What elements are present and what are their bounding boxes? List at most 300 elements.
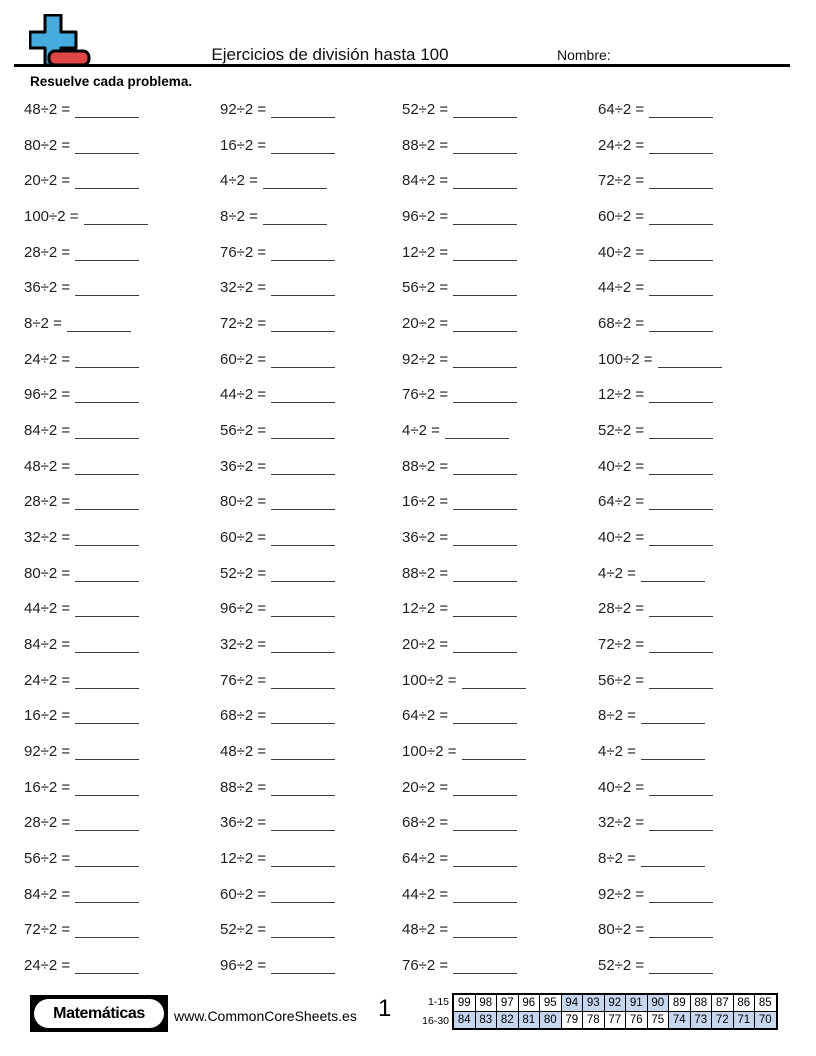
problem: [598, 734, 796, 770]
score-range-labels: [400, 993, 449, 1031]
answer-blank[interactable]: [641, 569, 705, 582]
problem-text: 40÷2 =: [598, 243, 645, 261]
problem-text: 36÷2 =: [402, 529, 449, 547]
problem: [220, 484, 402, 520]
problem: [24, 342, 220, 378]
problem: [598, 484, 796, 520]
problem: [598, 235, 796, 271]
answer-blank[interactable]: [75, 176, 139, 189]
score-cell: 72: [712, 1012, 734, 1030]
problem-text: 32÷2 =: [24, 529, 71, 547]
answer-blank[interactable]: [649, 462, 713, 475]
answer-blank[interactable]: [271, 925, 335, 938]
answer-blank[interactable]: [271, 319, 335, 332]
problem-text: 60÷2 =: [220, 350, 267, 368]
problem-text: 4÷2 =: [402, 422, 440, 440]
problem: [220, 377, 402, 413]
problem: [24, 734, 220, 770]
worksheet-title: Ejercicios de división hasta 100: [211, 45, 449, 64]
problem: [24, 270, 220, 306]
problem-text: 56÷2 =: [220, 422, 267, 440]
problem-text: 8÷2 =: [598, 850, 636, 868]
problem-text: 24÷2 =: [24, 957, 71, 975]
answer-blank[interactable]: [75, 533, 139, 546]
problem: [220, 912, 402, 948]
problem-text: 52÷2 =: [598, 422, 645, 440]
page-number: 1: [378, 995, 392, 1022]
answer-blank[interactable]: [649, 283, 713, 296]
problem-text: 88÷2 =: [402, 457, 449, 475]
answer-blank[interactable]: [453, 248, 517, 261]
answer-blank[interactable]: [649, 390, 713, 403]
answer-blank[interactable]: [453, 818, 517, 831]
problem: [220, 163, 402, 199]
answer-blank[interactable]: [75, 890, 139, 903]
problem: [402, 805, 598, 841]
problem-text: 52÷2 =: [220, 564, 267, 582]
problem-text: 32÷2 =: [598, 814, 645, 832]
problem-text: 48÷2 =: [24, 457, 71, 475]
answer-blank[interactable]: [649, 640, 713, 653]
score-row: [453, 994, 777, 1012]
answer-blank[interactable]: [649, 212, 713, 225]
problem: [598, 413, 796, 449]
problem-text: 32÷2 =: [220, 636, 267, 654]
problem: [220, 591, 402, 627]
problem-text: 92÷2 =: [598, 885, 645, 903]
problem-text: 28÷2 =: [598, 600, 645, 618]
answer-blank[interactable]: [271, 747, 335, 760]
problem-text: 8÷2 =: [598, 707, 636, 725]
problem-text: 16÷2 =: [402, 493, 449, 511]
problem: [402, 912, 598, 948]
answer-blank[interactable]: [462, 747, 526, 760]
answer-blank[interactable]: [649, 925, 713, 938]
answer-blank[interactable]: [658, 355, 722, 368]
problem: [402, 841, 598, 877]
problem-text: 12÷2 =: [402, 600, 449, 618]
answer-blank[interactable]: [271, 426, 335, 439]
answer-blank[interactable]: [453, 390, 517, 403]
problem: [402, 877, 598, 913]
answer-blank[interactable]: [453, 141, 517, 154]
problem-text: 64÷2 =: [402, 850, 449, 868]
answer-blank[interactable]: [453, 105, 517, 118]
answer-blank[interactable]: [75, 711, 139, 724]
score-cell: 79: [561, 1012, 583, 1030]
answer-blank[interactable]: [462, 676, 526, 689]
problem: [24, 556, 220, 592]
problem: [598, 556, 796, 592]
answer-blank[interactable]: [75, 961, 139, 974]
answer-blank[interactable]: [75, 747, 139, 760]
problem-text: 36÷2 =: [220, 457, 267, 475]
score-cell: 96: [518, 994, 540, 1012]
score-cell: 80: [540, 1012, 562, 1030]
problem-text: 44÷2 =: [402, 885, 449, 903]
problem: [220, 306, 402, 342]
problem: [24, 591, 220, 627]
problem: [402, 663, 598, 699]
answer-blank[interactable]: [271, 105, 335, 118]
problem: [598, 199, 796, 235]
answer-blank[interactable]: [453, 854, 517, 867]
problem: [402, 270, 598, 306]
answer-blank[interactable]: [271, 676, 335, 689]
problem-text: 8÷2 =: [220, 208, 258, 226]
problem: [220, 199, 402, 235]
answer-blank[interactable]: [75, 925, 139, 938]
problem: [598, 805, 796, 841]
problem: [598, 92, 796, 128]
problem: [402, 128, 598, 164]
problem-text: 52÷2 =: [220, 921, 267, 939]
problem: [598, 591, 796, 627]
answer-blank[interactable]: [271, 711, 335, 724]
problem-text: 48÷2 =: [402, 921, 449, 939]
answer-blank[interactable]: [649, 818, 713, 831]
problem: [402, 520, 598, 556]
score-cell: 89: [669, 994, 691, 1012]
answer-blank[interactable]: [271, 390, 335, 403]
score-cell: 82: [497, 1012, 519, 1030]
problem-text: 40÷2 =: [598, 529, 645, 547]
problem: [598, 770, 796, 806]
problem-text: 88÷2 =: [402, 136, 449, 154]
answer-blank[interactable]: [271, 604, 335, 617]
answer-blank[interactable]: [453, 961, 517, 974]
answer-blank[interactable]: [649, 676, 713, 689]
problem-text: 20÷2 =: [402, 636, 449, 654]
problem-text: 12÷2 =: [220, 850, 267, 868]
answer-blank[interactable]: [75, 604, 139, 617]
problem-text: 76÷2 =: [402, 957, 449, 975]
problem-text: 92÷2 =: [220, 101, 267, 118]
problem: [220, 877, 402, 913]
answer-blank[interactable]: [649, 890, 713, 903]
problem: [402, 948, 598, 984]
score-cell: 70: [755, 1012, 777, 1030]
problem: [220, 770, 402, 806]
problem-text: 100÷2 =: [402, 671, 457, 689]
problem-text: 84÷2 =: [24, 885, 71, 903]
problem-text: 4÷2 =: [220, 172, 258, 190]
problem-text: 12÷2 =: [402, 243, 449, 261]
score-cell: 76: [626, 1012, 648, 1030]
problem-text: 12÷2 =: [598, 386, 645, 404]
answer-blank[interactable]: [75, 569, 139, 582]
score-cell: 86: [733, 994, 755, 1012]
problem: [402, 163, 598, 199]
problem-text: 4÷2 =: [598, 743, 636, 761]
problem: [24, 770, 220, 806]
answer-blank[interactable]: [649, 533, 713, 546]
answer-blank[interactable]: [271, 533, 335, 546]
answer-blank[interactable]: [453, 890, 517, 903]
score-cell: 71: [733, 1012, 755, 1030]
answer-blank[interactable]: [649, 176, 713, 189]
answer-blank[interactable]: [271, 497, 335, 510]
score-cell: 73: [690, 1012, 712, 1030]
problem-text: 20÷2 =: [402, 315, 449, 333]
score-cell: 84: [453, 1012, 475, 1030]
problem-text: 84÷2 =: [24, 422, 71, 440]
problem: [598, 841, 796, 877]
answer-blank[interactable]: [641, 854, 705, 867]
answer-blank[interactable]: [263, 176, 327, 189]
answer-blank[interactable]: [75, 105, 139, 118]
answer-blank[interactable]: [271, 818, 335, 831]
problem: [402, 484, 598, 520]
answer-blank[interactable]: [649, 248, 713, 261]
answer-blank[interactable]: [453, 569, 517, 582]
score-cell: 77: [604, 1012, 626, 1030]
answer-blank[interactable]: [649, 497, 713, 510]
problem-text: 56÷2 =: [24, 850, 71, 868]
problem: [220, 342, 402, 378]
problem: [220, 520, 402, 556]
problem: [598, 270, 796, 306]
problem: [24, 805, 220, 841]
answer-blank[interactable]: [75, 426, 139, 439]
problem-text: 100÷2 =: [598, 350, 653, 368]
answer-blank[interactable]: [75, 355, 139, 368]
problem: [24, 163, 220, 199]
answer-blank[interactable]: [263, 212, 327, 225]
minus-icon: [49, 51, 89, 65]
answer-blank[interactable]: [453, 319, 517, 332]
answer-blank[interactable]: [75, 854, 139, 867]
problem-text: 88÷2 =: [402, 564, 449, 582]
problem: [220, 698, 402, 734]
answer-blank[interactable]: [453, 783, 517, 796]
problem-text: 64÷2 =: [402, 707, 449, 725]
problem-text: 96÷2 =: [220, 957, 267, 975]
problem: [24, 484, 220, 520]
problem: [598, 698, 796, 734]
problem: [402, 342, 598, 378]
problem-text: 40÷2 =: [598, 457, 645, 475]
problem: [402, 698, 598, 734]
problem-text: 16÷2 =: [24, 778, 71, 796]
problem: [598, 627, 796, 663]
problem: [220, 805, 402, 841]
problem-text: 16÷2 =: [24, 707, 71, 725]
answer-blank[interactable]: [271, 640, 335, 653]
problem: [402, 377, 598, 413]
problem-text: 76÷2 =: [220, 671, 267, 689]
score-cell: 87: [712, 994, 734, 1012]
problem-text: 48÷2 =: [24, 101, 71, 118]
problem-text: 72÷2 =: [220, 315, 267, 333]
answer-blank[interactable]: [271, 783, 335, 796]
answer-blank[interactable]: [649, 105, 713, 118]
answer-blank[interactable]: [75, 640, 139, 653]
problem: [220, 413, 402, 449]
problem: [598, 128, 796, 164]
answer-blank[interactable]: [75, 283, 139, 296]
plus-minus-icon: [29, 14, 91, 68]
answer-blank[interactable]: [453, 176, 517, 189]
answer-blank[interactable]: [649, 961, 713, 974]
problem: [598, 663, 796, 699]
problem: [24, 413, 220, 449]
answer-blank[interactable]: [453, 212, 517, 225]
problem: [220, 449, 402, 485]
answer-blank[interactable]: [84, 212, 148, 225]
problem: [24, 912, 220, 948]
answer-blank[interactable]: [649, 783, 713, 796]
problem: [598, 520, 796, 556]
header-divider: [14, 64, 790, 67]
problem-text: 60÷2 =: [220, 529, 267, 547]
score-range-label: 1-15: [427, 996, 449, 1008]
problem-text: 60÷2 =: [220, 885, 267, 903]
score-cell: 91: [626, 994, 648, 1012]
answer-blank[interactable]: [453, 497, 517, 510]
score-cell: 94: [561, 994, 583, 1012]
problem: [220, 948, 402, 984]
problem-text: 80÷2 =: [24, 136, 71, 154]
problem: [598, 877, 796, 913]
problem: [402, 734, 598, 770]
answer-blank[interactable]: [649, 141, 713, 154]
problem: [402, 235, 598, 271]
problem-text: 24÷2 =: [24, 671, 71, 689]
answer-blank[interactable]: [75, 390, 139, 403]
problem: [402, 413, 598, 449]
answer-blank[interactable]: [453, 462, 517, 475]
answer-blank[interactable]: [453, 533, 517, 546]
answer-blank[interactable]: [75, 462, 139, 475]
problem-text: 32÷2 =: [220, 279, 267, 297]
problem-text: 84÷2 =: [402, 172, 449, 190]
answer-blank[interactable]: [271, 854, 335, 867]
problem-text: 24÷2 =: [598, 136, 645, 154]
problem: [220, 235, 402, 271]
problem: [24, 948, 220, 984]
answer-blank[interactable]: [453, 925, 517, 938]
problem: [220, 841, 402, 877]
problem-text: 96÷2 =: [24, 386, 71, 404]
problem-text: 68÷2 =: [598, 315, 645, 333]
problem-text: 56÷2 =: [598, 671, 645, 689]
score-table: [452, 993, 778, 1030]
problem: [220, 270, 402, 306]
answer-blank[interactable]: [649, 319, 713, 332]
answer-blank[interactable]: [649, 604, 713, 617]
score-table-body: [453, 994, 777, 1029]
answer-blank[interactable]: [649, 426, 713, 439]
answer-blank[interactable]: [453, 283, 517, 296]
problem-text: 76÷2 =: [220, 243, 267, 261]
problem: [220, 627, 402, 663]
problem-text: 44÷2 =: [24, 600, 71, 618]
problem-text: 20÷2 =: [402, 778, 449, 796]
score-cell: 85: [755, 994, 777, 1012]
problem: [598, 306, 796, 342]
problem: [402, 199, 598, 235]
instruction-text: Resuelve cada problema.: [30, 74, 193, 89]
answer-blank[interactable]: [453, 711, 517, 724]
problem-text: 80÷2 =: [598, 921, 645, 939]
problem-text: 64÷2 =: [598, 493, 645, 511]
problem-text: 100÷2 =: [402, 743, 457, 761]
problem: [402, 770, 598, 806]
problem: [220, 128, 402, 164]
answer-blank[interactable]: [271, 283, 335, 296]
problem: [24, 841, 220, 877]
answer-blank[interactable]: [67, 319, 131, 332]
problem-text: 100÷2 =: [24, 208, 79, 226]
answer-blank[interactable]: [271, 890, 335, 903]
answer-blank[interactable]: [75, 497, 139, 510]
problem-text: 28÷2 =: [24, 493, 71, 511]
answer-blank[interactable]: [271, 355, 335, 368]
problem-text: 84÷2 =: [24, 636, 71, 654]
problem: [598, 948, 796, 984]
answer-blank[interactable]: [75, 248, 139, 261]
problem: [24, 199, 220, 235]
problem-text: 52÷2 =: [402, 101, 449, 118]
answer-blank[interactable]: [445, 426, 509, 439]
problem: [402, 306, 598, 342]
problem-text: 44÷2 =: [598, 279, 645, 297]
answer-blank[interactable]: [271, 141, 335, 154]
answer-blank[interactable]: [75, 818, 139, 831]
problem-text: 36÷2 =: [220, 814, 267, 832]
problem-text: 68÷2 =: [402, 814, 449, 832]
problem: [24, 663, 220, 699]
problem: [598, 377, 796, 413]
problem: [220, 556, 402, 592]
problem: [24, 627, 220, 663]
answer-blank[interactable]: [453, 604, 517, 617]
problem: [402, 556, 598, 592]
answer-blank[interactable]: [453, 640, 517, 653]
problem-text: 20÷2 =: [24, 172, 71, 190]
answer-blank[interactable]: [75, 141, 139, 154]
score-cell: 88: [690, 994, 712, 1012]
problem-text: 36÷2 =: [24, 279, 71, 297]
score-cell: 93: [583, 994, 605, 1012]
score-cell: 99: [453, 994, 475, 1012]
answer-blank[interactable]: [641, 747, 705, 760]
answer-blank[interactable]: [271, 248, 335, 261]
answer-blank[interactable]: [271, 961, 335, 974]
problem-text: 52÷2 =: [598, 957, 645, 975]
problem: [24, 92, 220, 128]
problem: [402, 627, 598, 663]
answer-blank[interactable]: [641, 711, 705, 724]
answer-blank[interactable]: [271, 569, 335, 582]
answer-blank[interactable]: [75, 783, 139, 796]
answer-blank[interactable]: [75, 676, 139, 689]
problem-text: 28÷2 =: [24, 243, 71, 261]
brand-logo: [29, 14, 91, 68]
problem-text: 92÷2 =: [402, 350, 449, 368]
answer-blank[interactable]: [453, 355, 517, 368]
score-cell: 90: [647, 994, 669, 1012]
problem-text: 60÷2 =: [598, 208, 645, 226]
problem-text: 92÷2 =: [24, 743, 71, 761]
problem: [24, 306, 220, 342]
problem-text: 56÷2 =: [402, 279, 449, 297]
problem: [24, 698, 220, 734]
problem-text: 88÷2 =: [220, 778, 267, 796]
problem: [220, 734, 402, 770]
answer-blank[interactable]: [271, 462, 335, 475]
